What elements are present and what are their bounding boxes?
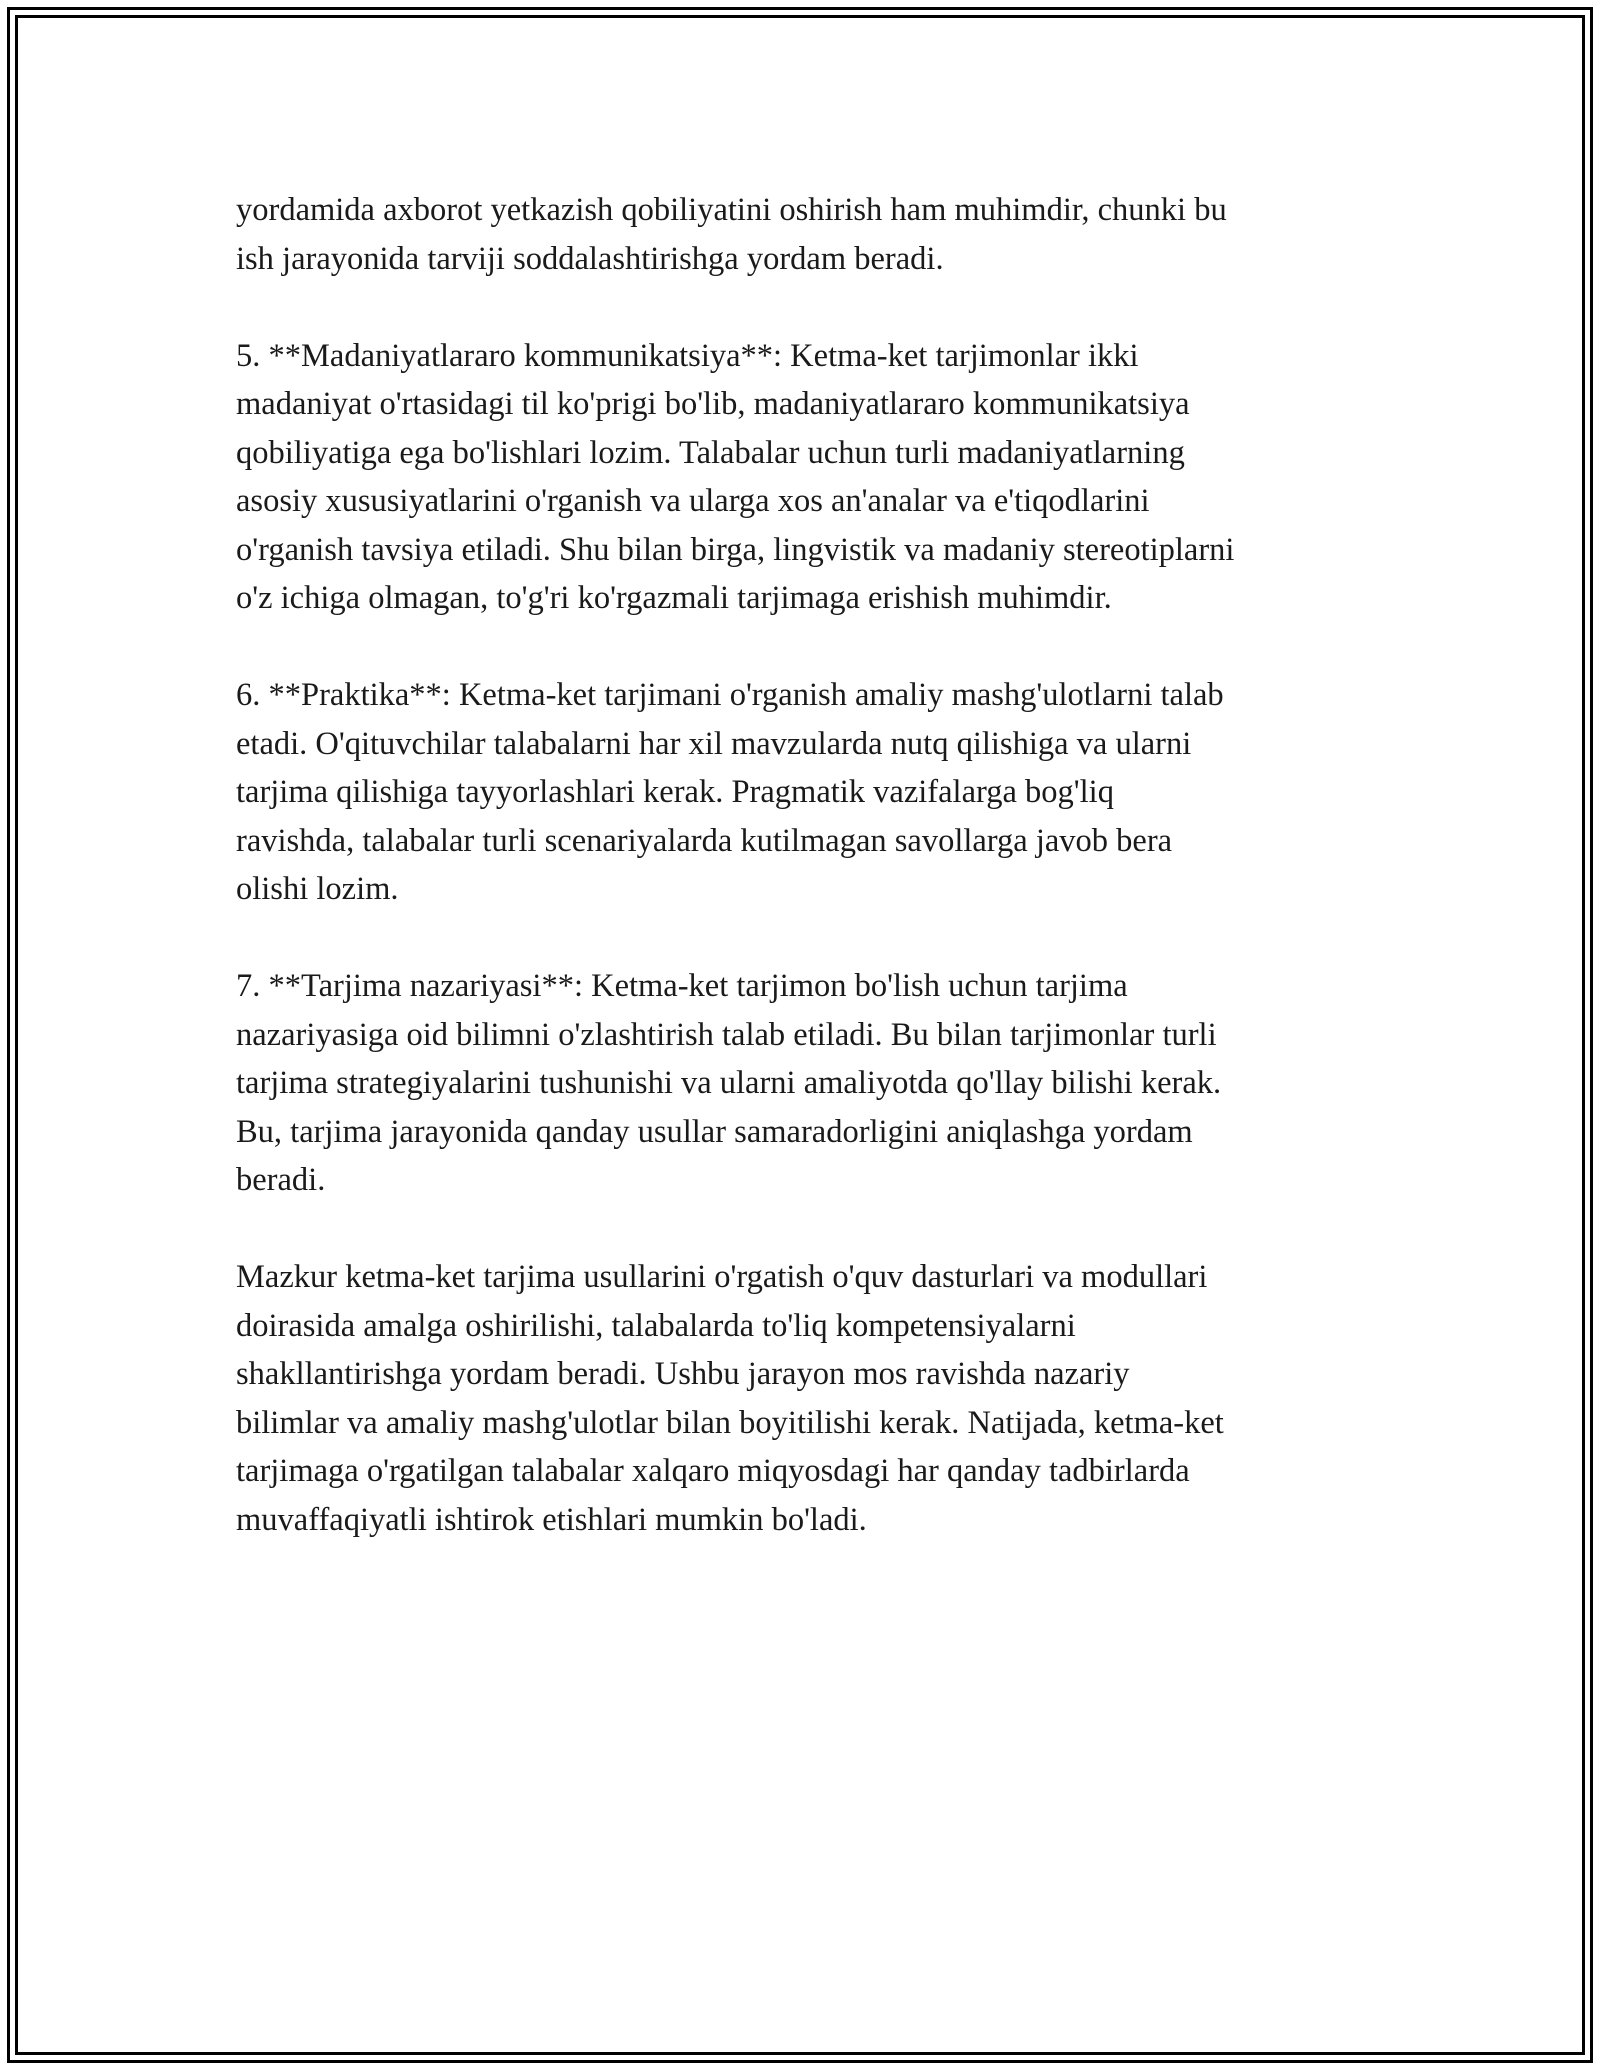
text-line: shakllantirishga yordam beradi. Ushbu jarayon mos ravishda nazariy — [236, 1356, 1130, 1392]
text-line: madaniyat o'rtasidagi til ko'prigi bo'lib, madaniyatlararo kommunikatsiya — [236, 386, 1190, 422]
text-line: beradi. — [236, 1162, 326, 1198]
text-line: 7. **Tarjima nazariyasi**: Ketma-ket tarjimon bo'lish uchun tarjima — [236, 968, 1128, 1004]
text-line: muvaffaqiyatli ishtirok etishlari mumkin bo'ladi. — [236, 1501, 867, 1538]
text-line: yordamida axborot yetkazish qobiliyatini oshirish ham muhimdir, chunki bu — [236, 192, 1227, 228]
text-line: 5. **Madaniyatlararo kommunikatsiya**: Ketma-ket tarjimonlar ikki — [236, 337, 1139, 374]
text-line: ravishda, talabalar turli scenariyalarda kutilmagan savollarga javob bera — [236, 822, 1173, 859]
text-line: o'rganish tavsiya etiladi. Shu bilan birga, lingvistik va madaniy stereotiplarni — [236, 531, 1235, 568]
text-line: tarjimaga o'rgatilgan talabalar xalqaro miqyosdagi har qanday tadbirlarda — [236, 1453, 1190, 1489]
paragraph-item-5 — [236, 332, 1376, 623]
text-line: qobiliyatiga ega bo'lishlari lozim. Talabalar uchun turli madaniyatlarning — [236, 434, 1185, 471]
text-line: ish jarayonida tarviji soddalashtirishga yordam beradi. — [236, 240, 944, 277]
text-line: etadi. O'qituvchilar talabalarni har xil mavzularda nutq qilishiga va ularni — [236, 725, 1192, 762]
text-line: Mazkur ketma-ket tarjima usullarini o'rgatish o'quv dasturlari va modullari — [236, 1259, 1208, 1295]
text-line: bilimlar va amaliy mashg'ulotlar bilan boyitilishi kerak. Natijada, ketma-ket — [236, 1404, 1224, 1441]
text-line: Bu, tarjima jarayonida qanday usullar samaradorligini aniqlashga yordam — [236, 1113, 1193, 1150]
text-line: asosiy xususiyatlarini o'rganish va ularga xos an'analar va e'tiqodlarini — [236, 483, 1150, 519]
text-line: tarjima qilishiga tayyorlashlari kerak. Pragmatik vazifalarga bog'liq — [236, 774, 1114, 810]
text-line: o'z ichiga olmagan, to'g'ri ko'rgazmali tarjimaga erishish muhimdir. — [236, 580, 1112, 616]
text-line: tarjima strategiyalarini tushunishi va ularni amaliyotda qo'llay bilishi kerak. — [236, 1065, 1222, 1101]
text-line: 6. **Praktika**: Ketma-ket tarjimani o'rganish amaliy mashg'ulotlarni talab — [236, 677, 1224, 713]
paragraph-item-6 — [236, 671, 1376, 914]
text-line: nazariyasiga oid bilimni o'zlashtirish talab etiladi. Bu bilan tarjimonlar turli — [236, 1016, 1217, 1053]
paragraph-item-7 — [236, 962, 1376, 1205]
document-body — [236, 186, 1376, 1593]
text-line: doirasida amalga oshirilishi, talabalarda to'liq kompetensiyalarni — [236, 1307, 1076, 1344]
paragraph-intro-continuation — [236, 186, 1376, 283]
paragraph-conclusion — [236, 1253, 1376, 1544]
text-line: olishi lozim. — [236, 871, 399, 907]
